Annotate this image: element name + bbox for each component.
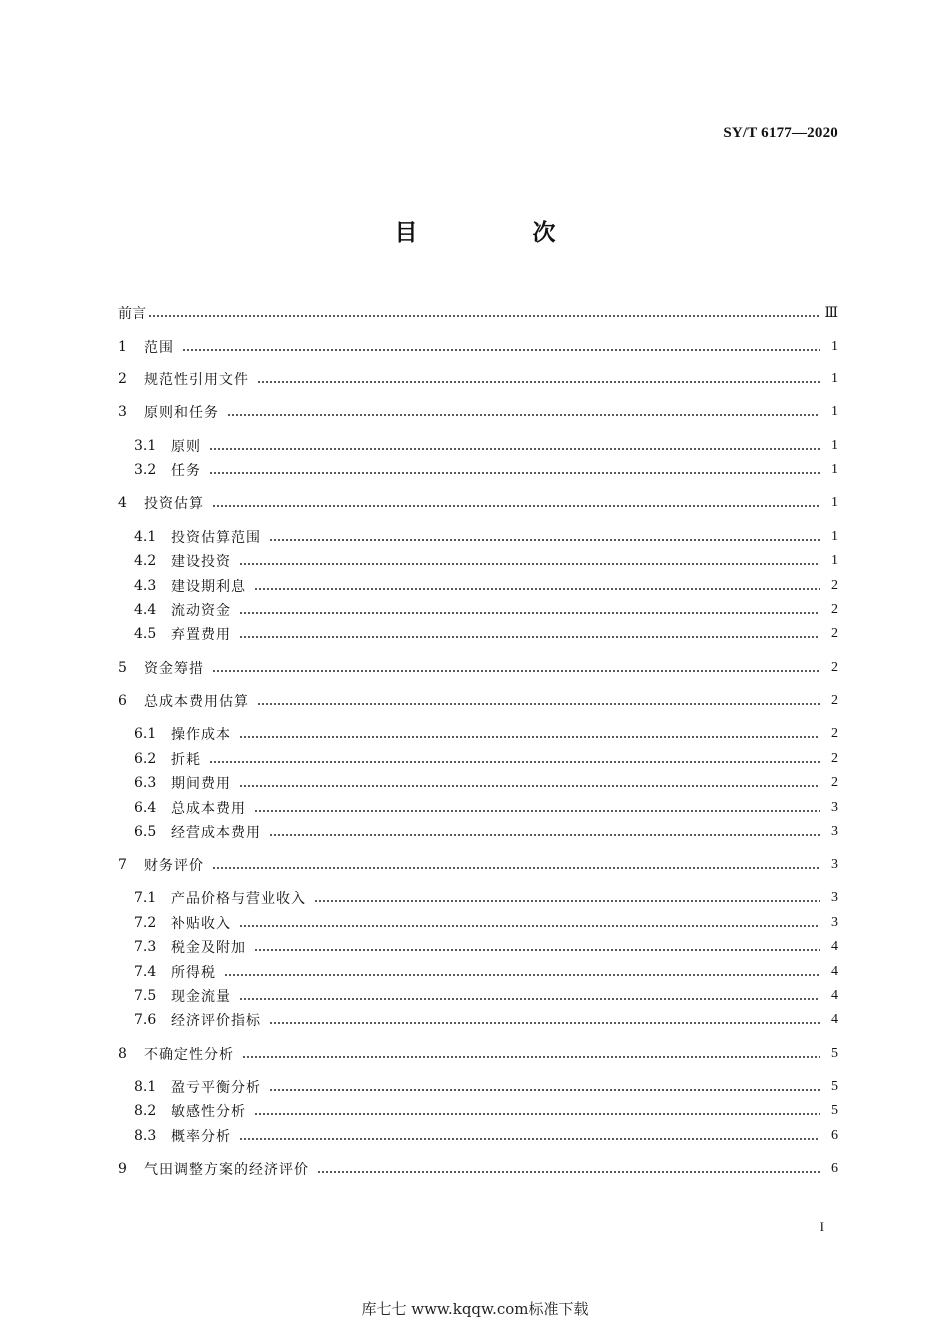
toc-entry-page: Ⅲ [824, 305, 838, 321]
toc-entry-page: 2 [831, 751, 838, 766]
toc-entry-number: 4.1 [134, 529, 157, 545]
toc-entry-page: 1 [831, 553, 838, 568]
toc-entry-page: 1 [831, 462, 838, 477]
toc-entry[interactable] [118, 657, 838, 679]
toc-dot-leader [254, 810, 820, 812]
toc-dot-leader [212, 670, 820, 672]
toc-entry-page: 2 [831, 775, 838, 790]
toc-entry-page: 5 [831, 1079, 838, 1094]
toc-entry[interactable] [118, 854, 838, 876]
toc-entry-label: 气田调整方案的经济评价 [144, 1162, 309, 1178]
toc-entry[interactable] [118, 526, 838, 548]
toc-dot-leader [224, 974, 820, 976]
toc-entry-page: 5 [831, 1046, 838, 1061]
toc-entry[interactable] [118, 1158, 838, 1180]
toc-entry-number: 8.2 [134, 1103, 157, 1119]
toc-entry-label: 敏感性分析 [171, 1104, 246, 1120]
toc-entry-label: 投资估算 [144, 496, 204, 512]
toc-dot-leader [239, 998, 820, 1000]
toc-dot-leader [212, 867, 820, 869]
toc-entry-number: 2 [118, 371, 127, 387]
standard-code: SY/T 6177—2020 [723, 125, 838, 141]
toc-entry[interactable] [118, 599, 838, 621]
toc-entry-page: 1 [831, 495, 838, 510]
toc-entry-label: 所得税 [171, 965, 216, 981]
toc-entry-label: 弃置费用 [171, 627, 231, 643]
toc-entry-page: 2 [831, 578, 838, 593]
toc-dot-leader [209, 761, 820, 763]
toc-entry-label: 总成本费用估算 [144, 694, 249, 710]
toc-entry-label: 范围 [144, 340, 174, 356]
toc-entry-label: 规范性引用文件 [144, 372, 249, 388]
toc-entry-page: 2 [831, 660, 838, 675]
toc-dot-leader [239, 563, 820, 565]
toc-entry-page: 5 [831, 1103, 838, 1118]
toc-entry[interactable] [118, 435, 838, 457]
toc-dot-leader [148, 315, 820, 317]
toc-entry-page: 6 [831, 1161, 838, 1176]
toc-dot-leader [209, 472, 820, 474]
toc-entry[interactable] [118, 690, 838, 712]
toc-entry-number: 4 [118, 495, 127, 511]
toc-entry-number: 6.1 [134, 726, 157, 742]
toc-entry[interactable] [118, 575, 838, 597]
toc-entry-number: 6.2 [134, 751, 157, 767]
toc-dot-leader [209, 448, 820, 450]
toc-entry[interactable] [118, 1100, 838, 1122]
toc-entry-number: 9 [118, 1161, 127, 1177]
toc-entry-number: 6.5 [134, 824, 157, 840]
toc-entry[interactable] [118, 821, 838, 843]
toc-dot-leader [317, 1171, 820, 1173]
toc-entry[interactable] [118, 887, 838, 909]
toc-dot-leader [254, 588, 820, 590]
toc-entry-page: 4 [831, 939, 838, 954]
toc-dot-leader [239, 736, 820, 738]
toc-dot-leader [227, 414, 820, 416]
toc-entry-number: 7.1 [134, 890, 157, 906]
toc-entry[interactable] [118, 302, 838, 324]
toc-entry[interactable] [118, 336, 838, 358]
toc-dot-leader [254, 949, 820, 951]
toc-entry-label: 现金流量 [171, 989, 231, 1005]
toc-entry-page: 1 [831, 438, 838, 453]
toc-entry-page: 2 [831, 602, 838, 617]
toc-entry-number: 4.2 [134, 553, 157, 569]
toc-entry[interactable] [118, 368, 838, 390]
toc-entry-label: 建设期利息 [171, 579, 246, 595]
toc-entry-number: 6 [118, 693, 127, 709]
toc-dot-leader [257, 381, 820, 383]
toc-entry-label: 任务 [171, 463, 201, 479]
toc-entry[interactable] [118, 936, 838, 958]
toc-dot-leader [269, 834, 820, 836]
toc-entry-number: 6.4 [134, 800, 157, 816]
toc-dot-leader [314, 900, 820, 902]
toc-entry-page: 4 [831, 988, 838, 1003]
toc-entry-page: 2 [831, 726, 838, 741]
toc-entry[interactable] [118, 492, 838, 514]
toc-entry[interactable] [118, 985, 838, 1007]
toc-entry-page: 3 [831, 857, 838, 872]
toc-entry-page: 2 [831, 693, 838, 708]
toc-entry-number: 7.4 [134, 964, 157, 980]
toc-entry-label: 概率分析 [171, 1129, 231, 1145]
toc-entry[interactable] [118, 401, 838, 423]
toc-entry-number: 7.6 [134, 1012, 157, 1028]
toc-entry-page: 1 [831, 529, 838, 544]
toc-entry-number: 3.2 [134, 462, 157, 478]
page-number: I [819, 1219, 824, 1234]
toc-entry[interactable] [118, 723, 838, 745]
toc-entry-label: 财务评价 [144, 858, 204, 874]
toc-dot-leader [182, 349, 820, 351]
toc-entry-label: 产品价格与营业收入 [171, 891, 306, 907]
toc-entry-label: 经济评价指标 [171, 1013, 261, 1029]
toc-entry-label: 不确定性分析 [144, 1047, 234, 1063]
toc-entry-page: 1 [831, 371, 838, 386]
toc-entry[interactable] [118, 912, 838, 934]
toc-entry-number: 3 [118, 404, 127, 420]
toc-dot-leader [269, 1022, 820, 1024]
toc-entry-label: 经营成本费用 [171, 825, 261, 841]
toc-entry[interactable] [118, 550, 838, 572]
toc-entry-label: 前言 [118, 306, 146, 322]
toc-entry-number: 8.3 [134, 1128, 157, 1144]
toc-dot-leader [269, 539, 820, 541]
toc-entry[interactable] [118, 1076, 838, 1098]
toc-entry-number: 8 [118, 1046, 127, 1062]
toc-entry-page: 4 [831, 1012, 838, 1027]
toc-entry-number: 7.2 [134, 915, 157, 931]
toc-dot-leader [239, 636, 820, 638]
toc-entry-number: 7 [118, 857, 127, 873]
toc-entry-label: 原则和任务 [144, 405, 219, 421]
toc-entry-page: 2 [831, 626, 838, 641]
toc-entry-label: 操作成本 [171, 727, 231, 743]
toc-entry-label: 税金及附加 [171, 940, 246, 956]
toc-entry-page: 4 [831, 964, 838, 979]
toc-dot-leader [269, 1089, 820, 1091]
toc-entry-label: 资金筹措 [144, 661, 204, 677]
page-title: 目 次 [394, 220, 602, 246]
toc-dot-leader [239, 785, 820, 787]
toc-entry-page: 6 [831, 1128, 838, 1143]
toc-entry[interactable] [118, 1009, 838, 1031]
toc-entry-label: 折耗 [171, 752, 201, 768]
toc-entry[interactable] [118, 459, 838, 481]
toc-entry[interactable] [118, 1125, 838, 1147]
toc-entry-page: 3 [831, 800, 838, 815]
toc-entry-page: 3 [831, 890, 838, 905]
toc-entry-page: 1 [831, 404, 838, 419]
toc-dot-leader [212, 505, 820, 507]
toc-dot-leader [239, 612, 820, 614]
toc-entry-label: 建设投资 [171, 554, 231, 570]
toc-entry-number: 4.5 [134, 626, 157, 642]
toc-entry-label: 流动资金 [171, 603, 231, 619]
toc-entry-page: 3 [831, 824, 838, 839]
toc-dot-leader [239, 925, 820, 927]
toc-dot-leader [254, 1113, 820, 1115]
toc-entry-page: 3 [831, 915, 838, 930]
toc-entry-label: 盈亏平衡分析 [171, 1080, 261, 1096]
toc-entry-number: 7.3 [134, 939, 157, 955]
toc-entry-number: 4.4 [134, 602, 157, 618]
toc-entry[interactable] [118, 623, 838, 645]
toc-entry-number: 3.1 [134, 438, 157, 454]
watermark: 库七七 www.kqqw.com标准下载 [361, 1300, 589, 1318]
toc-entry-number: 4.3 [134, 578, 157, 594]
toc-entry[interactable] [118, 748, 838, 770]
toc-entry-page: 1 [831, 339, 838, 354]
toc-entry-number: 8.1 [134, 1079, 157, 1095]
toc-entry-label: 投资估算范围 [171, 530, 261, 546]
toc-entry[interactable] [118, 772, 838, 794]
toc-entry-number: 7.5 [134, 988, 157, 1004]
toc-dot-leader [242, 1056, 820, 1058]
toc-dot-leader [239, 1138, 820, 1140]
toc-entry[interactable] [118, 1043, 838, 1065]
toc-entry[interactable] [118, 797, 838, 819]
toc-dot-leader [257, 703, 820, 705]
toc-entry-label: 原则 [171, 439, 201, 455]
toc-entry-label: 总成本费用 [171, 801, 246, 817]
toc-entry-label: 期间费用 [171, 776, 231, 792]
toc-entry-number: 6.3 [134, 775, 157, 791]
toc-entry[interactable] [118, 961, 838, 983]
toc-entry-number: 5 [118, 660, 127, 676]
toc-entry-number: 1 [118, 339, 127, 355]
toc-entry-label: 补贴收入 [171, 916, 231, 932]
